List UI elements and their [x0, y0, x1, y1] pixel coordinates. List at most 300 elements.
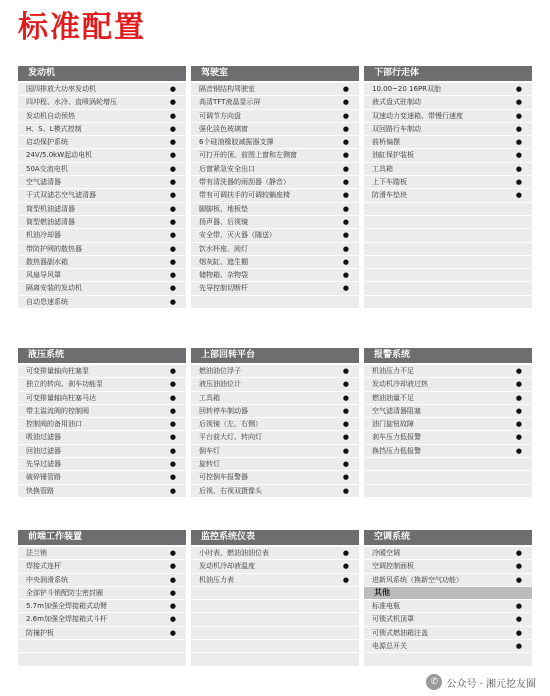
spec-label: 带主溢流阀的控制阀	[26, 406, 89, 415]
standard-dot-icon: ●	[342, 257, 349, 266]
spec-row	[18, 458, 186, 471]
spec-label: 带防护网的散热器	[26, 244, 82, 253]
spec-label: 可控倒车报警器	[199, 473, 248, 482]
standard-dot-icon: ●	[169, 111, 176, 120]
spec-label: 防滑车垫块	[372, 191, 407, 200]
spec-label: 旋转灯	[199, 460, 220, 469]
standard-dot-icon: ●	[342, 98, 349, 107]
spec-column	[18, 348, 186, 498]
standard-dot-icon: ●	[515, 602, 522, 611]
standard-dot-icon: ●	[169, 446, 176, 455]
spec-row	[18, 405, 186, 418]
spec-label: 10.00~20 16PR双胎	[372, 85, 442, 93]
spec-label: 5.7m加强全焊接箱式动臂	[26, 602, 107, 611]
spec-row	[191, 392, 359, 405]
spec-row	[364, 378, 532, 391]
spec-label: H、S、L模式控制	[26, 124, 82, 133]
standard-dot-icon: ●	[342, 124, 349, 133]
standard-dot-icon: ●	[169, 231, 176, 240]
spec-row	[191, 282, 359, 295]
spec-row	[364, 203, 532, 216]
spec-row	[364, 613, 532, 626]
spec-label: 前桥偏摆	[372, 138, 400, 147]
standard-dot-icon: ●	[515, 85, 522, 93]
standard-dot-icon: ●	[342, 393, 349, 402]
standard-dot-icon: ●	[342, 85, 349, 93]
spec-label: 隔离安装的发动机	[26, 284, 82, 293]
spec-row	[364, 471, 532, 484]
spec-row	[18, 123, 186, 136]
spec-label: 筒型机油滤清器	[26, 204, 75, 213]
standard-dot-icon: ●	[342, 575, 349, 584]
standard-dot-icon: ●	[515, 642, 522, 651]
standard-dot-icon: ●	[515, 138, 522, 147]
standard-dot-icon: ●	[342, 204, 349, 213]
standard-dot-icon: ●	[342, 473, 349, 482]
spec-row	[364, 485, 532, 498]
column-header: 报警系统	[364, 348, 532, 363]
standard-dot-icon: ●	[169, 562, 176, 571]
spec-row	[191, 378, 359, 391]
spec-label: 燃油油量不足	[372, 393, 414, 402]
spec-row	[191, 640, 359, 653]
spec-row	[191, 83, 359, 96]
spec-row	[364, 458, 532, 471]
standard-dot-icon: ●	[169, 615, 176, 624]
spec-row	[191, 269, 359, 282]
spec-label: 干式双滤芯空气滤清器	[26, 191, 96, 200]
spec-column	[18, 66, 186, 309]
standard-dot-icon: ●	[342, 191, 349, 200]
spec-label: 换挡压力低报警	[372, 446, 421, 455]
standard-dot-icon: ●	[169, 628, 176, 637]
spec-label: 控制阀的备用油口	[26, 420, 82, 429]
column-header: 前端工作装置	[18, 530, 186, 545]
standard-dot-icon: ●	[515, 420, 522, 429]
spec-label: 隔音钢结构驾驶室	[199, 85, 255, 93]
spec-row	[18, 600, 186, 613]
spec-row	[191, 485, 359, 498]
spec-row	[364, 627, 532, 640]
spec-label: 四冲程、水冷、直喷涡轮增压	[26, 98, 117, 107]
spec-column	[191, 66, 359, 309]
spec-row	[364, 547, 532, 560]
spec-row	[191, 653, 359, 666]
spec-row	[18, 653, 186, 666]
standard-dot-icon: ●	[515, 124, 522, 133]
spec-row	[364, 176, 532, 189]
standard-dot-icon: ●	[169, 124, 176, 133]
spec-label: 风扇导风罩	[26, 271, 61, 280]
standard-dot-icon: ●	[342, 111, 349, 120]
spec-row	[191, 296, 359, 309]
sub-header-row	[364, 587, 532, 600]
spec-row	[191, 458, 359, 471]
spec-label: 脚脚板、地板垫	[199, 204, 248, 213]
standard-dot-icon: ●	[515, 575, 522, 584]
spec-row	[18, 203, 186, 216]
standard-dot-icon: ●	[515, 406, 522, 415]
spec-label: 刹车压力低报警	[372, 433, 421, 442]
spec-label: 带有清洗器的雨刮器（静音）	[199, 178, 290, 187]
standard-dot-icon: ●	[515, 615, 522, 624]
spec-label: 发动机自动预热	[26, 111, 75, 120]
spec-label: 油门旋钮故障	[372, 420, 414, 429]
spec-label: 发动机冷却液温度	[199, 562, 255, 571]
spec-row	[191, 405, 359, 418]
standard-dot-icon: ●	[342, 446, 349, 455]
standard-dot-icon: ●	[169, 204, 176, 213]
spec-row	[18, 640, 186, 653]
spec-row	[18, 627, 186, 640]
spec-label: 法兰销	[26, 549, 47, 557]
spec-row	[191, 431, 359, 444]
spec-row	[191, 189, 359, 202]
spec-label: 回油过滤器	[26, 446, 61, 455]
spec-label: 工具箱	[199, 393, 220, 402]
spec-row	[18, 431, 186, 444]
page-title: 标准配置	[18, 10, 146, 45]
spec-row	[364, 282, 532, 295]
spec-row	[18, 560, 186, 573]
spec-row	[18, 485, 186, 498]
spec-label: 独立的转向、刹车功能泵	[26, 380, 103, 389]
spec-row	[191, 560, 359, 573]
spec-label: 先导过滤器	[26, 460, 61, 469]
standard-dot-icon: ●	[169, 191, 176, 200]
spec-row	[18, 176, 186, 189]
spec-label: 中央润滑系统	[26, 575, 68, 584]
spec-row	[191, 163, 359, 176]
spec-label: 小时表、燃油油油位表	[199, 549, 269, 557]
standard-dot-icon: ●	[169, 486, 176, 495]
standard-dot-icon: ●	[169, 271, 176, 280]
spec-row	[18, 83, 186, 96]
spec-column	[364, 66, 532, 309]
standard-dot-icon: ●	[342, 138, 349, 147]
spec-label: 空气滤清器阻塞	[372, 406, 421, 415]
standard-dot-icon: ●	[169, 85, 176, 93]
standard-dot-icon: ●	[169, 406, 176, 415]
spec-label: 空调控制面板	[372, 562, 414, 571]
spec-row	[191, 600, 359, 613]
standard-dot-icon: ●	[342, 562, 349, 571]
standard-dot-icon: ●	[342, 420, 349, 429]
spec-label: 高清TFT液晶显示屏	[199, 98, 261, 107]
standard-dot-icon: ●	[169, 151, 176, 160]
standard-dot-icon: ●	[515, 549, 522, 557]
spec-row	[364, 296, 532, 309]
column-header: 上部回转平台	[191, 348, 359, 363]
spec-label: 空气滤清器	[26, 178, 61, 187]
spec-row	[364, 600, 532, 613]
spec-row	[364, 189, 532, 202]
spec-row	[191, 149, 359, 162]
spec-row	[18, 136, 186, 149]
standard-dot-icon: ●	[169, 164, 176, 173]
spec-row	[191, 96, 359, 109]
spec-column	[191, 348, 359, 498]
column-header: 下部行走体	[364, 66, 532, 81]
spec-label: 扬声器、后视镜	[199, 217, 248, 226]
spec-column	[364, 348, 532, 498]
standard-dot-icon: ●	[515, 367, 522, 375]
spec-row	[364, 445, 532, 458]
spec-row	[18, 445, 186, 458]
spec-row	[18, 296, 186, 309]
spec-label: 电源总开关	[372, 642, 407, 651]
spec-label: 标准电瓶	[372, 602, 400, 611]
standard-dot-icon: ●	[342, 433, 349, 442]
spec-row	[191, 176, 359, 189]
spec-row	[364, 574, 532, 587]
spec-row	[364, 431, 532, 444]
spec-row	[191, 256, 359, 269]
spec-label: 吸油过滤器	[26, 433, 61, 442]
standard-dot-icon: ●	[515, 178, 522, 187]
spec-row	[18, 216, 186, 229]
spec-label: 储物箱、杂物袋	[199, 271, 248, 280]
spec-row	[18, 574, 186, 587]
column-header: 液压系统	[18, 348, 186, 363]
spec-row	[191, 587, 359, 600]
spec-row	[191, 365, 359, 378]
spec-label: 可锁式机顶罩	[372, 615, 414, 624]
spec-row	[191, 110, 359, 123]
spec-row	[364, 653, 532, 666]
standard-dot-icon: ●	[515, 98, 522, 107]
spec-row	[191, 243, 359, 256]
standard-dot-icon: ●	[515, 151, 522, 160]
spec-label: 快换管路	[26, 486, 54, 495]
standard-dot-icon: ●	[169, 393, 176, 402]
standard-dot-icon: ●	[342, 380, 349, 389]
wechat-icon: ✆	[426, 674, 442, 690]
spec-label: 可锁式燃油箱注盖	[372, 628, 428, 637]
spec-label: 双速动力变速箱、带慢行速度	[372, 111, 463, 120]
spec-row	[364, 243, 532, 256]
column-header: 监控系统仪表	[191, 530, 359, 545]
spec-row	[191, 574, 359, 587]
spec-row	[191, 216, 359, 229]
standard-dot-icon: ●	[169, 284, 176, 293]
standard-dot-icon: ●	[169, 217, 176, 226]
spec-label: 上下车踏板	[372, 178, 407, 187]
spec-row	[18, 418, 186, 431]
spec-label: 双回路行车制动	[372, 124, 421, 133]
spec-label: 机油压力表	[199, 575, 234, 584]
spec-row	[18, 365, 186, 378]
spec-row	[18, 282, 186, 295]
section-table-3	[18, 530, 532, 667]
spec-row	[18, 378, 186, 391]
spec-row	[191, 627, 359, 640]
spec-row	[18, 243, 186, 256]
spec-row	[18, 149, 186, 162]
spec-label: 可变排量轴向柱塞泵	[26, 367, 89, 375]
spec-row	[18, 189, 186, 202]
standard-dot-icon: ●	[515, 111, 522, 120]
footer-text: 公众号 · 湘元挖友圈	[446, 678, 536, 690]
spec-row	[191, 418, 359, 431]
spec-row	[364, 123, 532, 136]
spec-row	[191, 229, 359, 242]
column-header: 发动机	[18, 66, 186, 81]
spec-row	[18, 229, 186, 242]
spec-row	[364, 163, 532, 176]
section-table-2	[18, 348, 532, 498]
spec-row	[364, 392, 532, 405]
spec-row	[364, 405, 532, 418]
column-header: 驾驶室	[191, 66, 359, 81]
spec-label: 倒车灯	[199, 446, 220, 455]
standard-dot-icon: ●	[169, 178, 176, 187]
standard-dot-icon: ●	[342, 231, 349, 240]
spec-row	[191, 123, 359, 136]
spec-row	[18, 110, 186, 123]
spec-label: 24V/5.0kW起动电机	[26, 151, 93, 160]
column-header: 空调系统	[364, 530, 532, 545]
standard-dot-icon: ●	[169, 367, 176, 375]
spec-label: 焊接式连杆	[26, 562, 61, 571]
spec-label: 全部铲斗销配防尘密封圈	[26, 588, 103, 597]
spec-label: 可调节方向盘	[199, 111, 241, 120]
standard-dot-icon: ●	[515, 164, 522, 173]
standard-dot-icon: ●	[342, 549, 349, 557]
spec-label: 其他	[374, 587, 390, 597]
spec-label: 后视镜（左、右侧）	[199, 420, 262, 429]
spec-column	[364, 530, 532, 667]
standard-dot-icon: ●	[169, 460, 176, 469]
spec-label: 油缸保护装板	[372, 151, 414, 160]
spec-label: 液式盘式驻制动	[372, 98, 421, 107]
standard-dot-icon: ●	[342, 486, 349, 495]
spec-label: 工具箱	[372, 164, 393, 173]
spec-label: 冷暖空调	[372, 549, 400, 557]
spec-label: 国四排放大功率发动机	[26, 85, 96, 93]
spec-row	[364, 136, 532, 149]
spec-label: 强化淡色玻璃窗	[199, 124, 248, 133]
footer-watermark	[426, 674, 536, 690]
standard-dot-icon: ●	[515, 191, 522, 200]
spec-label: 后窗紧急安全出口	[199, 164, 255, 173]
spec-label: 防撞护板	[26, 628, 54, 637]
standard-dot-icon: ●	[342, 244, 349, 253]
spec-label: 50A交流电机	[26, 164, 68, 173]
spec-row	[18, 392, 186, 405]
spec-row	[18, 547, 186, 560]
spec-label: 回转停车制动器	[199, 406, 248, 415]
spec-column	[191, 530, 359, 667]
standard-dot-icon: ●	[169, 420, 176, 429]
standard-dot-icon: ●	[169, 575, 176, 584]
standard-dot-icon: ●	[342, 406, 349, 415]
spec-row	[18, 256, 186, 269]
standard-dot-icon: ●	[169, 98, 176, 107]
standard-dot-icon: ●	[342, 460, 349, 469]
standard-dot-icon: ●	[342, 178, 349, 187]
spec-label: 散热器副水箱	[26, 257, 68, 266]
spec-label: 发动机冷却液过热	[372, 380, 428, 389]
spec-row	[364, 110, 532, 123]
spec-column	[18, 530, 186, 667]
spec-row	[364, 149, 532, 162]
spec-label: 机油压力不足	[372, 367, 414, 375]
standard-dot-icon: ●	[169, 244, 176, 253]
standard-dot-icon: ●	[169, 433, 176, 442]
spec-label: 安全带、灭火器（随送）	[199, 231, 276, 240]
spec-label: 液压油油位计	[199, 380, 241, 389]
spec-row	[364, 560, 532, 573]
spec-row	[364, 83, 532, 96]
standard-dot-icon: ●	[515, 628, 522, 637]
standard-dot-icon: ●	[342, 367, 349, 375]
spec-label: 燃油油位浮子	[199, 367, 241, 375]
standard-dot-icon: ●	[169, 257, 176, 266]
spec-label: 筒型燃油滤清器	[26, 217, 75, 226]
spec-label: 2.6m加强全焊接箱式斗杆	[26, 615, 107, 624]
spec-row	[364, 269, 532, 282]
standard-dot-icon: ●	[169, 473, 176, 482]
spec-label: 机油冷却器	[26, 231, 61, 240]
spec-row	[18, 269, 186, 282]
standard-dot-icon: ●	[342, 271, 349, 280]
spec-label: 饮水杯座、阅灯	[199, 244, 248, 253]
standard-dot-icon: ●	[342, 164, 349, 173]
standard-dot-icon: ●	[169, 549, 176, 557]
spec-row	[364, 365, 532, 378]
spec-row	[364, 96, 532, 109]
spec-label: 先导控制切断杆	[199, 284, 248, 293]
spec-row	[191, 445, 359, 458]
standard-dot-icon: ●	[515, 380, 522, 389]
standard-dot-icon: ●	[169, 588, 176, 597]
spec-row	[191, 547, 359, 560]
spec-row	[18, 613, 186, 626]
spec-label: 可变排量轴向柱塞马达	[26, 393, 96, 402]
standard-dot-icon: ●	[342, 284, 349, 293]
standard-dot-icon: ●	[342, 217, 349, 226]
spec-row	[191, 613, 359, 626]
standard-dot-icon: ●	[515, 562, 522, 571]
spec-row	[364, 229, 532, 242]
standard-dot-icon: ●	[515, 446, 522, 455]
spec-row	[18, 163, 186, 176]
spec-label: 进新风系统（换新空气功能）	[372, 575, 463, 584]
spec-row	[18, 471, 186, 484]
spec-row	[191, 136, 359, 149]
standard-dot-icon: ●	[515, 433, 522, 442]
spec-row	[191, 471, 359, 484]
spec-row	[364, 640, 532, 653]
spec-label: 后视、右视双摄像头	[199, 486, 262, 495]
spec-label: 自动怠速系统	[26, 297, 68, 306]
spec-label: 可打开的顶、前图上窗和左侧窗	[199, 151, 297, 160]
section-table-1	[18, 66, 532, 309]
spec-label: 启动保护系统	[26, 138, 68, 147]
standard-dot-icon: ●	[515, 393, 522, 402]
standard-dot-icon: ●	[169, 297, 176, 306]
standard-dot-icon: ●	[169, 380, 176, 389]
standard-dot-icon: ●	[169, 602, 176, 611]
spec-label: 带有可调扶手的可调较躺座椅	[199, 191, 290, 200]
spec-row	[191, 203, 359, 216]
spec-row	[18, 587, 186, 600]
spec-row	[18, 96, 186, 109]
spec-label: 平台前大灯、转向灯	[199, 433, 262, 442]
spec-row	[364, 216, 532, 229]
spec-label: 破碎锤管路	[26, 473, 61, 482]
